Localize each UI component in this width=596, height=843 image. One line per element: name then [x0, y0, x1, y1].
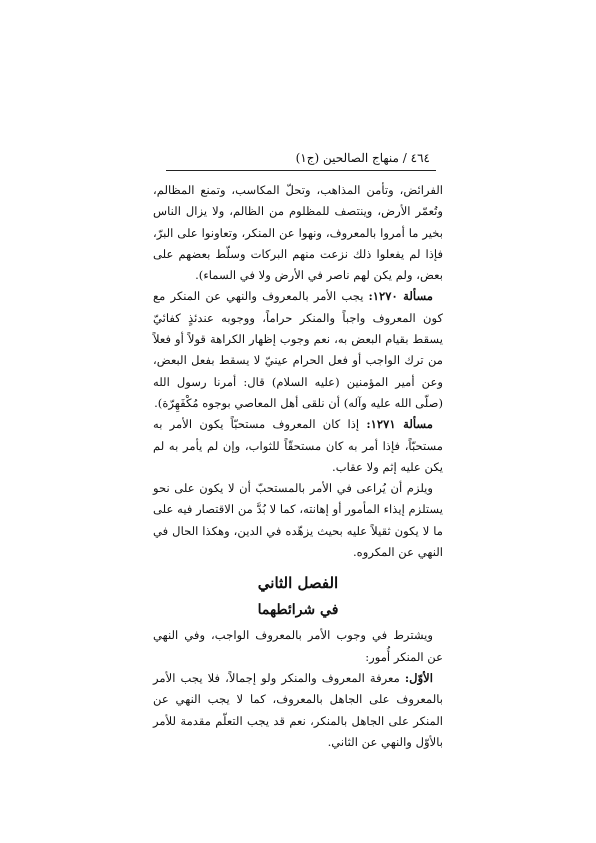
header-divider — [166, 170, 436, 171]
paragraph-conditions-intro: ويشترط في وجوب الأمر بالمعروف الواجب، وفي النهي عن المنكر أُمور: — [153, 628, 443, 664]
masala-1271-label: مسألة ١٢٧١: — [366, 417, 433, 432]
section-subtitle: في شرائطهما — [257, 602, 339, 619]
section-title: الفصل الثاني — [257, 574, 339, 593]
masala-1270-label: مسألة ١٢٧٠: — [368, 289, 433, 304]
page-body — [153, 180, 443, 753]
masala-1270-text: يجب الأمر بالمعروف والنهي عن المنكر مع كون المعروف واجباً والمنكر حراماً، ووجوبه عندئذٍ كفائيّ يسقط بقيام البعض به، نعم وجوب إظهار الكراهة قولاً أو فعلاً من ترك الواجب أو فعل الحرام عينيّ لا يسقط بفعل البعض، وعن أمير المؤمنين (عليه السلام) قال: أمرنا رسول الله (صلّى الله عليه وآله) أن نلقى أهل المعاصي بوجوه مُكْفَهِرّة). — [153, 289, 443, 410]
paragraph-continuation: الفرائض، وتأمن المذاهب، وتحلّ المكاسب، وتمنع المظالم، وتُعمّر الأرض، وينتصف للمظلوم من الظالم، ولا يزال الناس بخير ما أمروا بالمعروف، ونهوا عن المنكر، وتعاونوا على البرّ، فإذا لم يفعلوا ذلك نزعت منهم البركات وسلّط بعضهم على بعض، ولم يكن لهم ناصر في الأرض ولا في السماء). — [153, 183, 443, 283]
running-header: ٤٦٤ / منهاج الصالحين (ج١) — [295, 151, 430, 165]
paragraph-first-condition — [153, 668, 443, 753]
paragraph-masala-1270 — [153, 286, 443, 414]
first-condition-text: معرفة المعروف والمنكر ولو إجمالاً، فلا يجب الأمر بالمعروف على الجاهل بالمعروف، كما لا يجب النهي عن المنكر على الجاهل بالمنكر، نعم قد يجب التعلّم مقدمة للأمر بالأوّل والنهي عن الثاني. — [153, 670, 443, 749]
paragraph-masala-1271 — [153, 414, 443, 478]
first-condition-label: الأوّل: — [404, 670, 433, 685]
paragraph-mustahab-conditions: ويلزم أن يُراعى في الأمر بالمستحبّ أن لا يكون على نحو يستلزم إيذاء المأمور أو إهانته، كما لا بُدَّ من الاقتصار فيه على ما لا يكون ثقيلاً عليه بحيث يزهّده في الدين، وهكذا الحال في النهي عن المكروه. — [153, 481, 443, 560]
masala-1271-text: إذا كان المعروف مستحبّاً يكون الأمر به مستحبّاً، فإذا أمر به كان مستحقّاً للثواب، وإن لم يأمر به لم يكن عليه إثم ولا عقاب. — [153, 417, 443, 474]
